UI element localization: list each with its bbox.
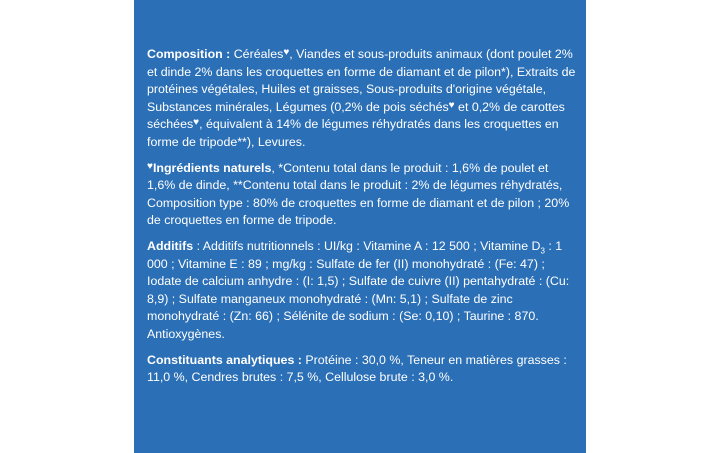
analytical-constituents-text: Protéine : 30,0 %, Teneur en matières grasses : 11,0 %, Cendres brutes : 7,5 %, Cellulose brute : 3,0 %. [147,352,567,385]
additives-text-1: : Additifs nutritionnels : UI/kg : Vitamine A : 12 500 ; Vitamine D [193,238,541,253]
heart-icon: ♥ [283,47,290,58]
additives-label: Additifs [147,238,194,253]
composition-paragraph [147,46,576,152]
natural-ingredients-text: , *Contenu total dans le produit : 1,6% de poulet et 1,6% de dinde, **Contenu total dans le produit : 2% de légumes réhydratés, Composition type : 80% de croquettes en forme de diamant et de pilon ; 20% de croquettes en forme de tripode. [147,160,570,228]
natural-ingredients-paragraph [147,160,576,230]
heart-icon: ♥ [147,160,153,172]
ingredients-panel [134,0,586,453]
composition-text-4: , équivalent à 14% de légumes réhydratés dans les croquettes en forme de tripode**), Levures. [147,117,559,149]
natural-ingredients-label: Ingrédients naturels [152,160,272,175]
composition-text-3: et 0,2% de carottes séchées [147,99,565,132]
vitamin-d-subscript: 3 [540,246,545,256]
additives-paragraph [147,238,576,344]
composition-label: Composition : [147,47,231,61]
composition-text-2: , Viandes et sous-produits animaux (dont poulet 2% et dinde 2% dans les croquettes en forme de diamant et de pilon*), Extraits de protéines végétales, Huiles et graisses, Sous-produits d'origine végétale, Substances minérales, Légumes (0,2% de pois séchés [147,47,576,114]
analytical-constituents-paragraph [147,352,576,387]
composition-text-1: Céréales [230,47,284,61]
heart-icon: ♥ [448,99,455,111]
heart-icon: ♥ [193,117,200,129]
analytical-constituents-label: Constituants analytiques : [147,352,302,367]
additives-text-2: : 1 000 ; Vitamine E : 89 ; mg/kg : Sulfate de fer (II) monohydraté : (Fe: 47) ; Iodate de calcium anhydre : (I: 1,5) ; Sulfate de cuivre (II) pentahydraté : (Cu: 8,9) ; Sulfate manganeux monohydraté : (Mn: 5,1) ; Sulfate de zinc monohydraté : (Zn: 66) ; Sélénite de sodium : (Se: 0,10) ; Taurine : 870. Antioxygènes. [147,238,570,341]
